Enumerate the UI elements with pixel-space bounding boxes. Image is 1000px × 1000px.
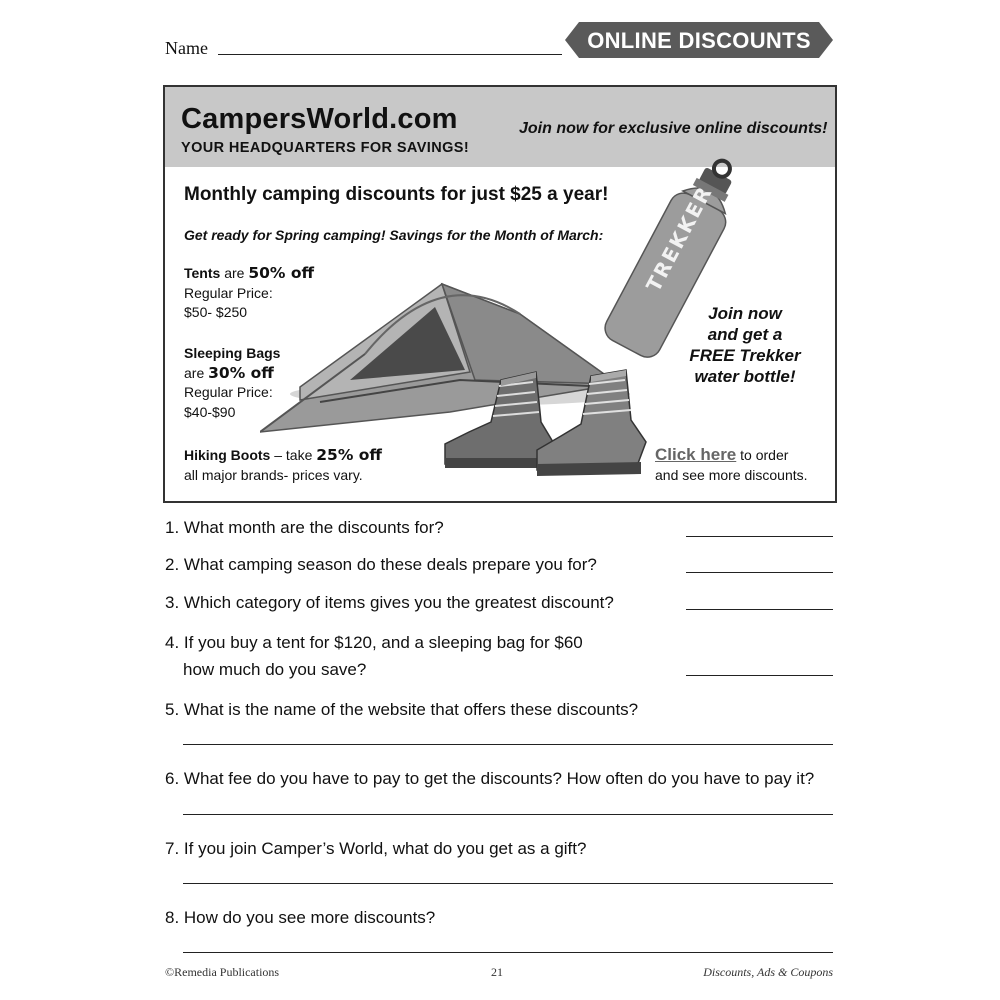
advertisement [163,85,837,503]
question-4: 4. If you buy a tent for $120, and a sleeping bag for $60 [165,633,583,652]
name-field[interactable] [218,54,562,55]
deal-boots-take: – take [270,447,317,463]
deal-tents-range: $50- $250 [184,304,248,320]
click-here-line2: and see more discounts. [655,467,808,483]
question-7: 7. If you join Camper’s World, what do you get as a gift? [165,839,587,858]
question-1: 1. What month are the discounts for? [165,518,444,537]
deal-bags-are: are [184,364,209,381]
answer-line-5[interactable] [183,744,833,745]
question-2: 2. What camping season do these deals prepare you for? [165,555,597,574]
deal-boots-percent: 25% off [316,446,382,464]
footer-publisher: ©Remedia Publications [165,965,280,979]
answer-line-7[interactable] [183,883,833,884]
spring-savings: Get ready for Spring camping! Savings for the Month of March: [184,227,604,243]
free-line: Join now [708,304,782,323]
question-8: 8. How do you see more discounts? [165,908,436,927]
deal-tents-are: are [220,265,249,281]
deal-boots-name: Hiking Boots [184,447,271,463]
page-number: 21 [491,965,503,979]
name-label: Name [165,38,208,58]
page-title: ONLINE DISCOUNTS [587,28,811,53]
deal-bags-percent: 30% off [208,363,274,382]
deal-tents-percent: 50% off [248,264,315,282]
free-line: and get a [707,325,783,344]
deal-tents [184,264,314,323]
deal-sleeping-bags [184,344,280,422]
deal-tents-regular: Regular Price: [184,284,273,301]
answer-line-2[interactable] [686,572,833,573]
answer-line-8[interactable] [183,952,833,953]
footer-section: Discounts, Ads & Coupons [703,965,833,979]
tagline: YOUR HEADQUARTERS FOR SAVINGS! [181,140,470,156]
deal-bags-range: $40-$90 [184,403,236,420]
bottle-brand: TREKKER [641,181,718,296]
deal-hiking-boots [184,446,382,485]
free-line: FREE Trekker [689,346,801,365]
free-bottle-offer [660,303,830,387]
click-here-rest: to order [736,447,789,463]
deal-bags-name: Sleeping Bags [184,345,281,361]
deal-bags-regular: Regular Price: [184,384,273,400]
deal-boots-note: all major brands- prices vary. [184,466,363,483]
click-here-block [655,445,808,485]
free-line: water bottle! [694,367,796,386]
question-5: 5. What is the name of the website that offers these discounts? [165,700,639,719]
question-6: 6. What fee do you have to pay to get the discounts? How often do you have to pay it? [165,769,815,788]
boots-illustration [441,362,651,492]
answer-line-6[interactable] [183,814,833,815]
answer-line-4[interactable] [686,675,833,676]
join-online-text: Join now for exclusive online discounts! [519,120,828,137]
answer-line-3[interactable] [686,609,833,610]
monthly-offer: Monthly camping discounts for just $25 a year! [184,184,609,205]
answer-line-1[interactable] [686,536,833,537]
deal-tents-name: Tents [184,265,221,281]
question-4-cont: how much do you save? [183,660,367,679]
question-3: 3. Which category of items gives you the greatest discount? [165,593,614,612]
click-here-link[interactable]: Click here [655,445,737,464]
site-name: CampersWorld.com [181,103,458,135]
